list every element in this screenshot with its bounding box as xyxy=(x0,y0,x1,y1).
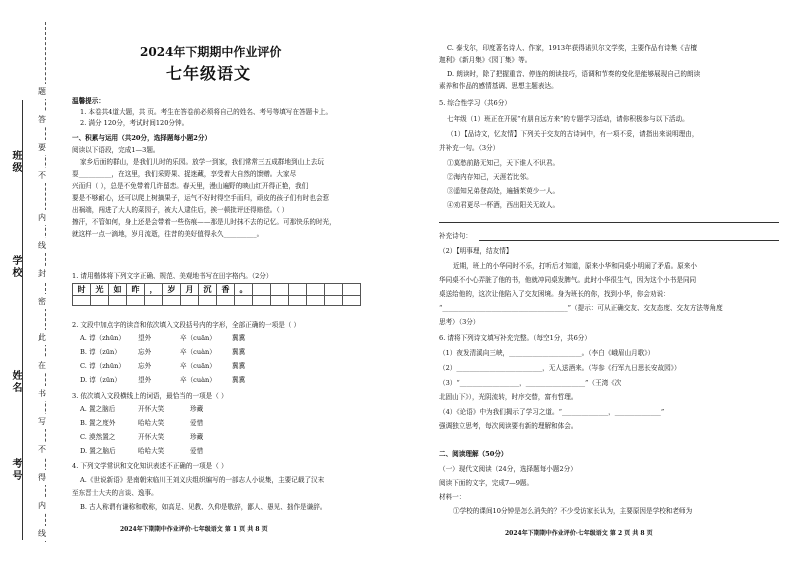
seal-char: 要 xyxy=(38,140,46,155)
school-label: 学校 xyxy=(10,255,21,279)
option-part: 爱惜 xyxy=(190,447,204,455)
option-part: 望外 xyxy=(138,334,152,342)
poem-line: ③遥知兄弟登高处，遍插茱萸少一人。 xyxy=(447,187,560,195)
grid-cell[interactable] xyxy=(235,296,253,306)
q2-option-c[interactable] xyxy=(80,362,246,370)
q4-option-b[interactable]: B. 古人称谓有谦称和敬称，如高足、见教、久仰是敬辞，鄙人、愚见、拙作是谦辞。 xyxy=(80,503,327,511)
q5-2-line: 华同桌不小心弄脏了他的书，他就冲同桌发脾气。此时小华很生气，因为这个小书是同同 xyxy=(439,276,697,284)
seal-char: 书 xyxy=(38,386,46,401)
page-footer: 2024年下期期中作业评价·七年级语文 第 1 页 共 8 页 xyxy=(120,526,268,533)
q4-option-a[interactable]: A.《世说新语》是南朝宋临川王刘义庆组织编写的一部志人小说集，主要记载了汉末 xyxy=(80,476,325,484)
option-label: B. 置之度外 xyxy=(80,419,116,427)
q3-option-b[interactable] xyxy=(80,419,204,427)
grid-cell xyxy=(289,284,307,296)
grid-cell: 昨 xyxy=(127,284,145,296)
grid-cell: ， xyxy=(145,284,163,296)
option-label: D. 置之脑后 xyxy=(80,447,116,455)
poem-line: ①莫愁前路无知己，天下谁人不识君。 xyxy=(447,159,560,167)
grid-cell[interactable] xyxy=(271,296,289,306)
grid-cell xyxy=(307,284,325,296)
q5-2-line: 思考）（3分） xyxy=(439,318,480,326)
handwriting-grid[interactable] xyxy=(72,283,361,306)
name-label: 姓名 xyxy=(10,370,21,394)
option-part: 开怀大笑 xyxy=(138,433,165,441)
option-part: 开怀大笑 xyxy=(138,405,165,413)
grid-cell[interactable] xyxy=(325,296,343,306)
option-part: 卒（cuàn） xyxy=(180,348,216,356)
q6-item[interactable]: （1）夜发清溪向三峡，______________________。（李白《峨眉山月歌》） xyxy=(439,349,655,357)
poem-line: ④劝君更尽一杯酒，西出阳关无故人。 xyxy=(447,201,560,209)
q6-item[interactable]: （3）“__________________，__________________”（王湾《次 xyxy=(439,379,622,387)
option-label: C. 漠然置之 xyxy=(80,433,116,441)
q2-option-a[interactable] xyxy=(80,334,246,342)
seal-char: 封 xyxy=(38,266,46,281)
grid-cell: 光 xyxy=(91,284,109,296)
question-3: 3. 依次填入文段横线上的词语，最恰当的一项是（ ） xyxy=(72,392,228,400)
poem-line: ②海内存知己，天涯若比邻。 xyxy=(447,173,533,181)
q5-1-cont: 并补充一句。（3分） xyxy=(439,144,500,152)
grid-cell[interactable] xyxy=(109,296,127,306)
grid-cell: 月 xyxy=(181,284,199,296)
question-5: 5. 综合性学习（共6分） xyxy=(439,99,511,107)
option-label: B. 谆（zūn） xyxy=(80,348,121,356)
grid-cell[interactable] xyxy=(91,296,109,306)
seal-char: 密 xyxy=(38,294,46,309)
q4-option-a-cont: 至东晋士大夫的言谈、逸事。 xyxy=(72,489,158,497)
option-part: 哈哈大笑 xyxy=(138,419,165,427)
q2-option-b[interactable] xyxy=(80,348,246,356)
q5-2-line[interactable]: “______________________________________”（提示：可从正确交友、交友态度、交友方法等角度 xyxy=(439,304,723,312)
option-part: 冀冀 xyxy=(232,376,246,384)
q4-option-d-cont: 素养和作品的感情基调、思想主题表达。 xyxy=(439,82,558,90)
seal-char: 此 xyxy=(38,330,46,345)
grid-cell[interactable] xyxy=(289,296,307,306)
passage-line: 就这样一点一滴地，岁月流逝，往昔的美好值得永久__________。 xyxy=(72,230,264,238)
seal-char: 得 xyxy=(38,470,46,485)
q5-intro: 七年级（1）班正在开展“有朋自远方来”的专题学习活动，请你积极参与以下活动。 xyxy=(447,115,689,123)
subject-title: 七年级语文 xyxy=(166,64,252,83)
notice-1: 1. 本卷共4道大题，共 页。考生在答卷前必须将自己的姓名、考号等填写在答题卡上。 xyxy=(80,108,333,116)
seal-char: 线 xyxy=(38,526,46,541)
passage-line: 耍__________，在这里，我们采野果、捉迷藏，享受着大自然的馈赠。大家尽 xyxy=(72,170,297,178)
seal-char: 题 xyxy=(38,84,46,99)
option-label: D. 谆（zūn） xyxy=(80,376,121,384)
seal-char: 不 xyxy=(38,442,46,457)
material-label: 材料一： xyxy=(439,493,466,501)
option-part: 哈哈大笑 xyxy=(138,447,165,455)
q2-option-d[interactable] xyxy=(80,376,246,384)
passage-line: 要是不够耐心，还可以爬上树摘果子，运气不好时得空手而归，顽皮的孩子们有时也会惹 xyxy=(72,194,330,202)
grid-cell[interactable] xyxy=(307,296,325,306)
question-4: 4. 下列文学常识和文化知识表述不正确的一项是（ ） xyxy=(72,462,228,470)
q4-option-c-cont: 迦利》《新月集》《园丁集》等。 xyxy=(439,56,532,64)
option-part: 忘外 xyxy=(138,348,152,356)
q6-item[interactable]: （4）《论语》中为我们揭示了学习之道。“______________，______________” xyxy=(439,408,665,416)
grid-cell[interactable] xyxy=(343,296,361,306)
question-6: 6. 请将下列诗文填写补充完整。（每空1分，共6分） xyxy=(439,334,591,342)
sub1-heading: （一）现代文阅读（24分，选择题每小题2分） xyxy=(439,465,577,473)
grid-cell: 如 xyxy=(109,284,127,296)
q6-item-cont: 北固山下》），光阴流转，时序交替，富有哲理。 xyxy=(439,393,578,401)
seal-char: 答 xyxy=(38,112,46,127)
q4-option-c[interactable]: C. 泰戈尔，印度著名诗人、作家，1913年获得诺贝尔文学奖，主要作品有诗集《吉檀 xyxy=(447,44,697,52)
q5-2-line: 近期，班上的小华同时不乐，打听后才知道，原来小华和同桌小明闹了矛盾。原来小 xyxy=(453,262,697,270)
option-label: A. 置之脑后 xyxy=(80,405,116,413)
passage-line: 出祸端，闯进了大人的菜园子，被大人逮住后，挨一顿批评还得赔偿。（ ） xyxy=(72,206,289,214)
question-1: 1. 请用楷体将下列文字正确、规范、美观地书写在田字格内。（2分） xyxy=(72,272,273,280)
option-part: 卒（cuàn） xyxy=(180,376,216,384)
option-part: 冀冀 xyxy=(232,334,246,342)
notice-head: 温馨提示： xyxy=(72,97,105,105)
option-part: 爱惜 xyxy=(190,419,204,427)
grid-cell: 岁 xyxy=(163,284,181,296)
read-intro: 阅读以下语段，完成1—3题。 xyxy=(72,146,160,154)
grid-cell: 沉 xyxy=(199,284,217,296)
exam-title: 2024年下期期中作业评价 xyxy=(140,45,282,59)
exam-page-2 xyxy=(397,0,794,561)
class-label: 班级 xyxy=(10,150,21,174)
option-part: 望外 xyxy=(138,376,152,384)
grid-cell[interactable] xyxy=(181,296,199,306)
section1-heading: 一、积累与运用（共20分，选择题每小题2分） xyxy=(72,134,212,142)
option-part: 珍藏 xyxy=(190,405,204,413)
seal-char: 不 xyxy=(38,168,46,183)
passage-line: 兴而归（ ），总是不免带着几许留恋。春天里，漫山遍野的映山红开得正艳，我们 xyxy=(72,182,309,190)
option-part: 忘外 xyxy=(138,362,152,370)
grid-cell xyxy=(253,284,271,296)
question-2: 2. 文段中加点字的读音和依次填入文段括号内的字形，全部正确的一项是（ ） xyxy=(72,321,301,329)
q5-2-heading: （2）【明事理，结友情】 xyxy=(439,247,513,255)
grid-cell: 时 xyxy=(73,284,91,296)
grid-cell[interactable] xyxy=(199,296,217,306)
q5-1: （1）【品诗文，忆友情】下列关于交友的古诗词中，有一项不妥，请指出来说明理由， xyxy=(447,130,699,138)
page-footer: 2024年下期期中作业评价·七年级语文 第 2 页 共 8 页 xyxy=(505,530,653,537)
q6-item-cont: 强调独立思考，每次阅读要有新的理解和体会。 xyxy=(439,422,578,430)
id-label: 考号 xyxy=(10,458,21,482)
binding-margin xyxy=(0,0,58,561)
grid-cell[interactable] xyxy=(127,296,145,306)
option-part: 卒（cuān） xyxy=(180,334,216,342)
sub1-intro: 阅读下面的文字，完成7—9题。 xyxy=(439,479,534,487)
supplement-answer-line[interactable] xyxy=(479,240,779,241)
material-line: ①学校的课间10分钟是怎么消失的？不少受访家长认为，主要原因是学校和老师为 xyxy=(453,507,693,515)
q3-option-a[interactable] xyxy=(80,405,204,413)
seal-char: 写 xyxy=(38,414,46,429)
grid-cell xyxy=(343,284,361,296)
seal-char: 线 xyxy=(38,238,46,253)
grid-cell xyxy=(271,284,289,296)
seal-line xyxy=(45,22,46,542)
passage-line: 擦汗，不管如何，身上还是会带着一些伤痕——那是儿时抹不去的记忆。可那快乐的时光， xyxy=(72,218,336,226)
grid-cell[interactable] xyxy=(253,296,271,306)
fill-line xyxy=(22,100,23,540)
q3-option-c[interactable] xyxy=(80,433,204,441)
q4-option-d[interactable]: D. 朗读时，除了把握重音、停连的朗读技巧，语调和节奏的变化是能够展现自己的朗读 xyxy=(447,70,701,78)
seal-char: 内 xyxy=(38,498,46,513)
q5-2-line: 桌送给他的，这次让他陷入了交友困境。身为班长的你，找到小华，你会劝说： xyxy=(439,290,670,298)
q6-item[interactable]: （2）__________________________，无人送酒来。（岑参《行军九日思长安故园》） xyxy=(439,364,681,372)
passage-line: 家乡后面的群山，是我们儿时的乐园。放学一到家，我们常常三五成群地到山上去玩 xyxy=(80,158,324,166)
option-label: A. 谆（zhūn） xyxy=(80,334,125,342)
option-part: 珍藏 xyxy=(190,433,204,441)
section2-heading: 二、阅读理解（50分） xyxy=(439,450,508,458)
grid-cell: 香 xyxy=(217,284,235,296)
grid-cell[interactable] xyxy=(163,296,181,306)
option-label: C. 谆（zhūn） xyxy=(80,362,125,370)
grid-cell: 。 xyxy=(235,284,253,296)
option-part: 冀冀 xyxy=(232,362,246,370)
option-part: 冀冀 xyxy=(232,348,246,356)
grid-cell[interactable] xyxy=(217,296,235,306)
grid-cell[interactable] xyxy=(73,296,91,306)
seal-char: 内 xyxy=(38,210,46,225)
seal-char: 在 xyxy=(38,358,46,373)
option-part: 卒（cuān） xyxy=(180,362,216,370)
grid-cell xyxy=(325,284,343,296)
q3-option-d[interactable] xyxy=(80,447,204,455)
answer-line[interactable] xyxy=(439,222,779,223)
supplement-label: 补充诗句： xyxy=(439,232,472,240)
grid-cell[interactable] xyxy=(145,296,163,306)
notice-2: 2. 满分 120分，考试时间120分钟。 xyxy=(80,119,189,127)
